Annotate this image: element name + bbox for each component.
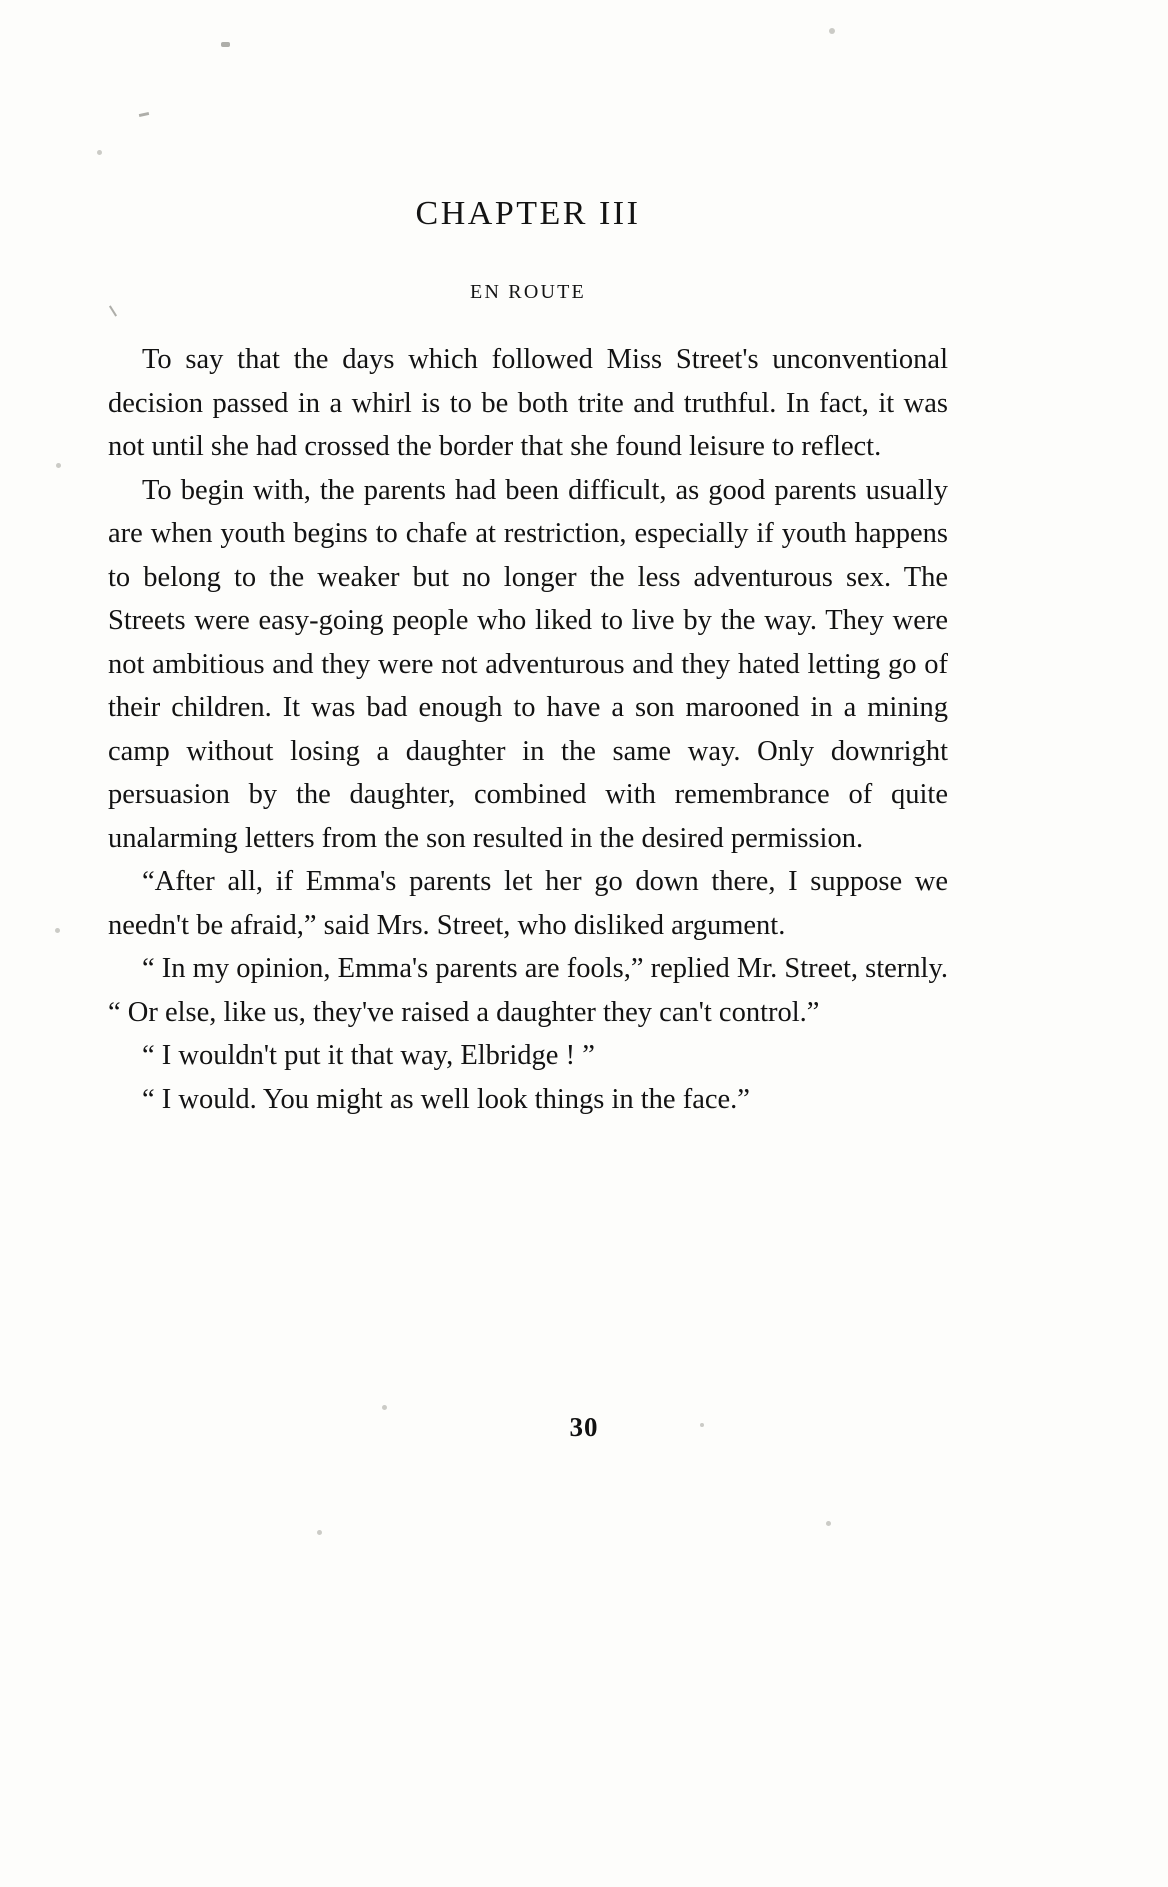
scan-speck (55, 928, 60, 933)
paragraph: “After all, if Emma's parents let her go down there, I suppose we needn't be afraid,” said Mrs. Street, who disliked argument. (108, 866, 948, 941)
page-number: 30 (569, 1412, 599, 1442)
scan-speck (317, 1530, 322, 1535)
scan-speck (382, 1405, 387, 1410)
paragraph: “ I would. You might as well look things in the face.” (142, 1083, 750, 1115)
page-text-column (108, 0, 948, 1121)
chapter-subtitle: EN ROUTE (470, 281, 586, 303)
paragraph: To begin with, the parents had been difficult, as good parents usually are when youth begins to chafe at restriction, especially if youth happens to belong to the weaker but no longer the less adventurous sex. The Streets were easy-going people who liked to live by the way. They were not ambitious and they were not adventurous and they hated letting go of their children. It was bad enough to have a son marooned in a mining camp without losing a daughter in the same way. Only downright persuasion by the daughter, combined with remembrance of quite unalarming letters from the son resulted in the desired permission. (108, 474, 948, 854)
scan-speck (56, 463, 61, 468)
paragraph: “ In my opinion, Emma's parents are fools,” replied Mr. Street, sternly. “ Or else, like us, they've raised a daughter they can't control.” (108, 953, 948, 1028)
body-text (108, 338, 948, 1121)
paragraph: To say that the days which followed Miss Street's unconventional decision passed in a whirl is to be both trite and truthful. In fact, it was not until she had crossed the border that she found leisure to reflect. (108, 344, 948, 462)
chapter-title: CHAPTER III (415, 195, 641, 232)
scan-speck (97, 150, 102, 155)
scan-speck (826, 1521, 831, 1526)
paragraph: “ I wouldn't put it that way, Elbridge ! ” (142, 1040, 595, 1071)
